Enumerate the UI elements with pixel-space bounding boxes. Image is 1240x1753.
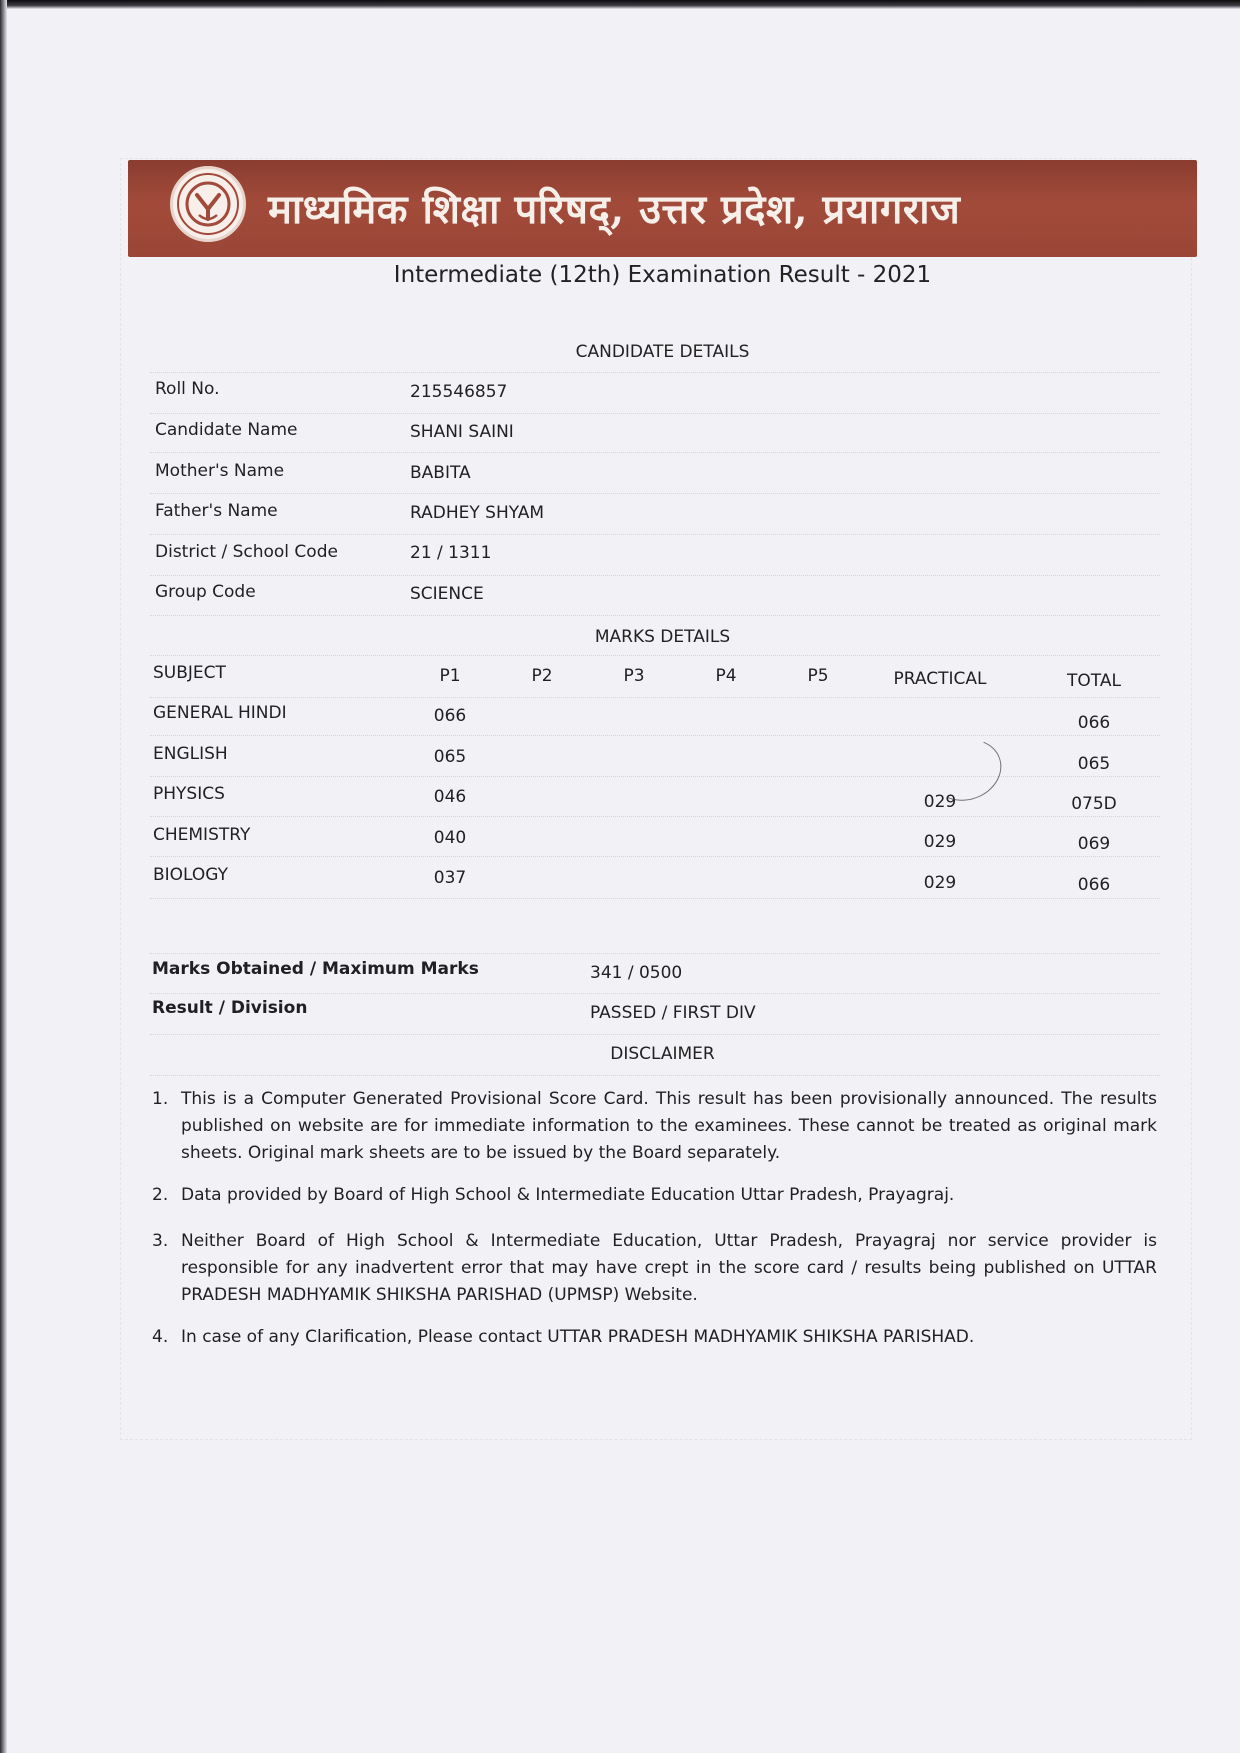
marks-obtained-value: 341 / 0500 [590, 963, 683, 983]
col-p3-header: P3 [623, 666, 645, 686]
divider [150, 953, 1160, 954]
divider [150, 493, 1160, 494]
disclaimer-text: In case of any Clarification, Please contact UTTAR PRADESH MADHYAMIK SHIKSHA PARISHAD. [181, 1327, 975, 1347]
subject-name: BIOLOGY [153, 865, 229, 885]
p1-mark: 046 [433, 787, 467, 807]
col-practical-header: PRACTICAL [893, 669, 987, 689]
candidate-name-value: SHANI SAINI [410, 422, 514, 442]
divider [150, 1075, 1160, 1076]
divider [150, 993, 1160, 994]
p1-mark: 066 [433, 706, 467, 726]
disclaimer-item [152, 1324, 1157, 1351]
divider [150, 575, 1160, 576]
col-subject-header: SUBJECT [153, 663, 226, 683]
district-school-code-value: 21 / 1311 [410, 543, 492, 563]
divider [150, 372, 1160, 373]
disclaimer-heading: DISCLAIMER [610, 1044, 715, 1064]
roll-no-label: Roll No. [155, 379, 220, 399]
scan-top-edge [0, 0, 1240, 9]
p1-mark: 037 [433, 868, 467, 888]
divider [150, 534, 1160, 535]
board-emblem-icon [170, 166, 246, 242]
marks-details-heading: MARKS DETAILS [594, 627, 731, 647]
page-title: Intermediate (12th) Examination Result - 2021 [393, 262, 932, 288]
practical-mark: 029 [923, 792, 957, 812]
total-mark: 066 [1077, 875, 1111, 895]
father-name-label: Father's Name [155, 501, 278, 521]
col-p1-header: P1 [439, 666, 461, 686]
divider [150, 1034, 1160, 1035]
subject-name: GENERAL HINDI [153, 703, 287, 723]
disclaimer-item [152, 1086, 1157, 1167]
subject-name: CHEMISTRY [153, 825, 251, 845]
mother-name-value: BABITA [410, 463, 471, 483]
col-p2-header: P2 [531, 666, 553, 686]
total-mark: 069 [1077, 834, 1111, 854]
divider [150, 776, 1160, 777]
disclaimer-text: Data provided by Board of High School & Intermediate Education Uttar Pradesh, Prayagraj. [181, 1185, 955, 1205]
col-total-header: TOTAL [1067, 671, 1121, 691]
disclaimer-text: This is a Computer Generated Provisional Score Card. This result has been provisionally announced. The results published on website are for immediate information to the examinees. These cannot be treated as original mark sheets. Original mark sheets are to be issued by the Board separately. [181, 1089, 1157, 1163]
practical-mark: 029 [923, 873, 957, 893]
scan-left-edge [0, 0, 7, 1753]
divider [150, 697, 1160, 698]
board-name-hindi: माध्यमिक शिक्षा परिषद्, उत्तर प्रदेश, प्रयागराज [268, 186, 961, 233]
divider [150, 856, 1160, 857]
subject-name: PHYSICS [153, 784, 225, 804]
p1-mark: 065 [433, 747, 467, 767]
disclaimer-number: 1. [152, 1089, 169, 1109]
practical-mark: 029 [923, 832, 957, 852]
total-mark: 075D [1071, 794, 1117, 814]
p1-mark: 040 [433, 828, 467, 848]
subject-name: ENGLISH [153, 744, 228, 764]
district-school-code-label: District / School Code [155, 542, 338, 562]
divider [150, 615, 1160, 616]
disclaimer-number: 2. [152, 1185, 169, 1205]
candidate-name-label: Candidate Name [155, 420, 298, 440]
disclaimer-number: 3. [152, 1231, 169, 1251]
total-mark: 066 [1077, 713, 1111, 733]
divider [150, 816, 1160, 817]
total-mark: 065 [1077, 754, 1111, 774]
result-division-label: Result / Division [152, 998, 308, 1018]
result-division-value: PASSED / FIRST DIV [590, 1003, 756, 1023]
divider [150, 898, 1160, 899]
divider [150, 452, 1160, 453]
divider [150, 413, 1160, 414]
disclaimer-item [152, 1182, 1157, 1209]
roll-no-value: 215546857 [410, 382, 508, 402]
divider [150, 735, 1160, 736]
disclaimer-item [152, 1228, 1157, 1309]
divider [150, 655, 1160, 656]
group-code-value: SCIENCE [410, 584, 484, 604]
mother-name-label: Mother's Name [155, 461, 285, 481]
marks-obtained-label: Marks Obtained / Maximum Marks [152, 959, 479, 979]
disclaimer-text: Neither Board of High School & Intermediate Education, Uttar Pradesh, Prayagraj nor service provider is responsible for any inadvertent error that may have crept in the score card / results being published on UTTAR PRADESH MADHYAMIK SHIKSHA PARISHAD (UPMSP) Website. [181, 1231, 1157, 1305]
col-p5-header: P5 [807, 666, 829, 686]
group-code-label: Group Code [155, 582, 256, 602]
father-name-value: RADHEY SHYAM [410, 503, 545, 523]
disclaimer-number: 4. [152, 1327, 169, 1347]
col-p4-header: P4 [715, 666, 737, 686]
candidate-details-heading: CANDIDATE DETAILS [575, 342, 750, 362]
